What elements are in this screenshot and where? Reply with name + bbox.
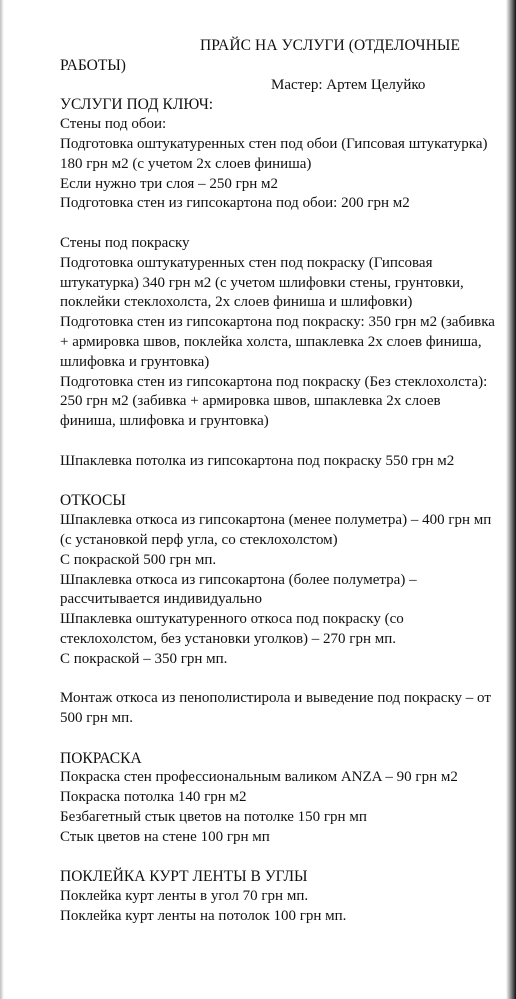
price-item: Если нужно три слоя – 250 грн м2 [60, 175, 278, 192]
price-item: Шпаклевка оштукатуренного откоса под покраску (со стеклохолстом, без установки уголков) – 270 грн мп. [60, 611, 408, 647]
spacer [60, 670, 500, 690]
section-heading-slopes: ОТКОСЫ [60, 492, 126, 510]
section-heading-corner-tape: ПОКЛЕЙКА КУРТ ЛЕНТЫ В УГЛЫ [60, 868, 308, 886]
price-item: С покраской 500 грн мп. [60, 551, 217, 568]
master-name: Мастер: Артем Целуйко [271, 76, 426, 93]
price-item: Подготовка стен из гипсокартона под покраску (Без стеклохолста): 250 грн м2 (забивка + армировка швов, шпаклевка 2х слоев финиша, шлифовка и грунтовка) [60, 373, 492, 430]
price-item: Стык цветов на стене 100 грн мп [60, 828, 270, 845]
page-right-edge-shadow [506, 0, 516, 999]
spacer [60, 472, 500, 492]
spacer [60, 432, 500, 452]
price-item: Подготовка оштукатуренных стен под покраску (Гипсовая штукатурка) 340 грн м2 (с учетом шлифовки стены, грунтовки, поклейки стеклохолста, 2х слоев финиша и шлифовки) [60, 254, 468, 311]
price-list-document [60, 36, 500, 927]
section-heading-painting: ПОКРАСКА [60, 749, 142, 767]
subheading-wallpaper: Стены под обои: [60, 116, 167, 133]
price-item: Шпаклевка откоса из гипсокартона (менее полуметра) – 400 грн мп (с установкой перф угла, со стеклохолстом) [60, 512, 496, 548]
price-item: Подготовка оштукатуренных стен под обои (Гипсовая штукатурка) 180 грн м2 (с учетом 2х слоев финиша) [60, 135, 492, 172]
price-item: Подготовка стен из гипсокартона под покраску: 350 грн м2 (забивка + армировка швов, поклейка холста, шпаклевка 2х слоев финиша, шлифовка и грунтовка) [60, 314, 499, 370]
price-item: Покраска стен профессиональным валиком ANZA – 90 грн м2 [60, 769, 458, 786]
spacer [60, 848, 500, 868]
price-item: Покраска потолка 140 грн м2 [60, 789, 247, 806]
spacer [60, 214, 500, 234]
price-item: Шпаклевка потолка из гипсокартона под покраску 550 грн м2 [60, 452, 455, 469]
page-left-edge [0, 0, 4, 999]
price-item: Поклейка курт ленты в угол 70 грн мп. [60, 888, 309, 905]
spacer [60, 729, 500, 749]
price-item: Безбагетный стык цветов на потолке 150 грн мп [60, 809, 367, 826]
price-item: Подготовка стен из гипсокартона под обои: 200 грн м2 [60, 195, 410, 212]
section-heading-turnkey: УСЛУГИ ПОД КЛЮЧ: [60, 96, 214, 114]
subheading-paint: Стены под покраску [60, 234, 190, 251]
price-item: Монтаж откоса из пенополистирола и выведение под покраску – от 500 грн мп. [60, 690, 495, 727]
price-item: Поклейка курт ленты на потолок 100 грн мп. [60, 908, 347, 925]
document-title-continued: РАБОТЫ) [60, 56, 126, 74]
price-item: Шпаклевка откоса из гипсокартона (более полуметра) – рассчитывается индивидуально [60, 571, 421, 608]
document-title: ПРАЙС НА УСЛУГИ (ОТДЕЛОЧНЫЕ [200, 37, 461, 54]
price-item: С покраской – 350 грн мп. [60, 650, 228, 667]
